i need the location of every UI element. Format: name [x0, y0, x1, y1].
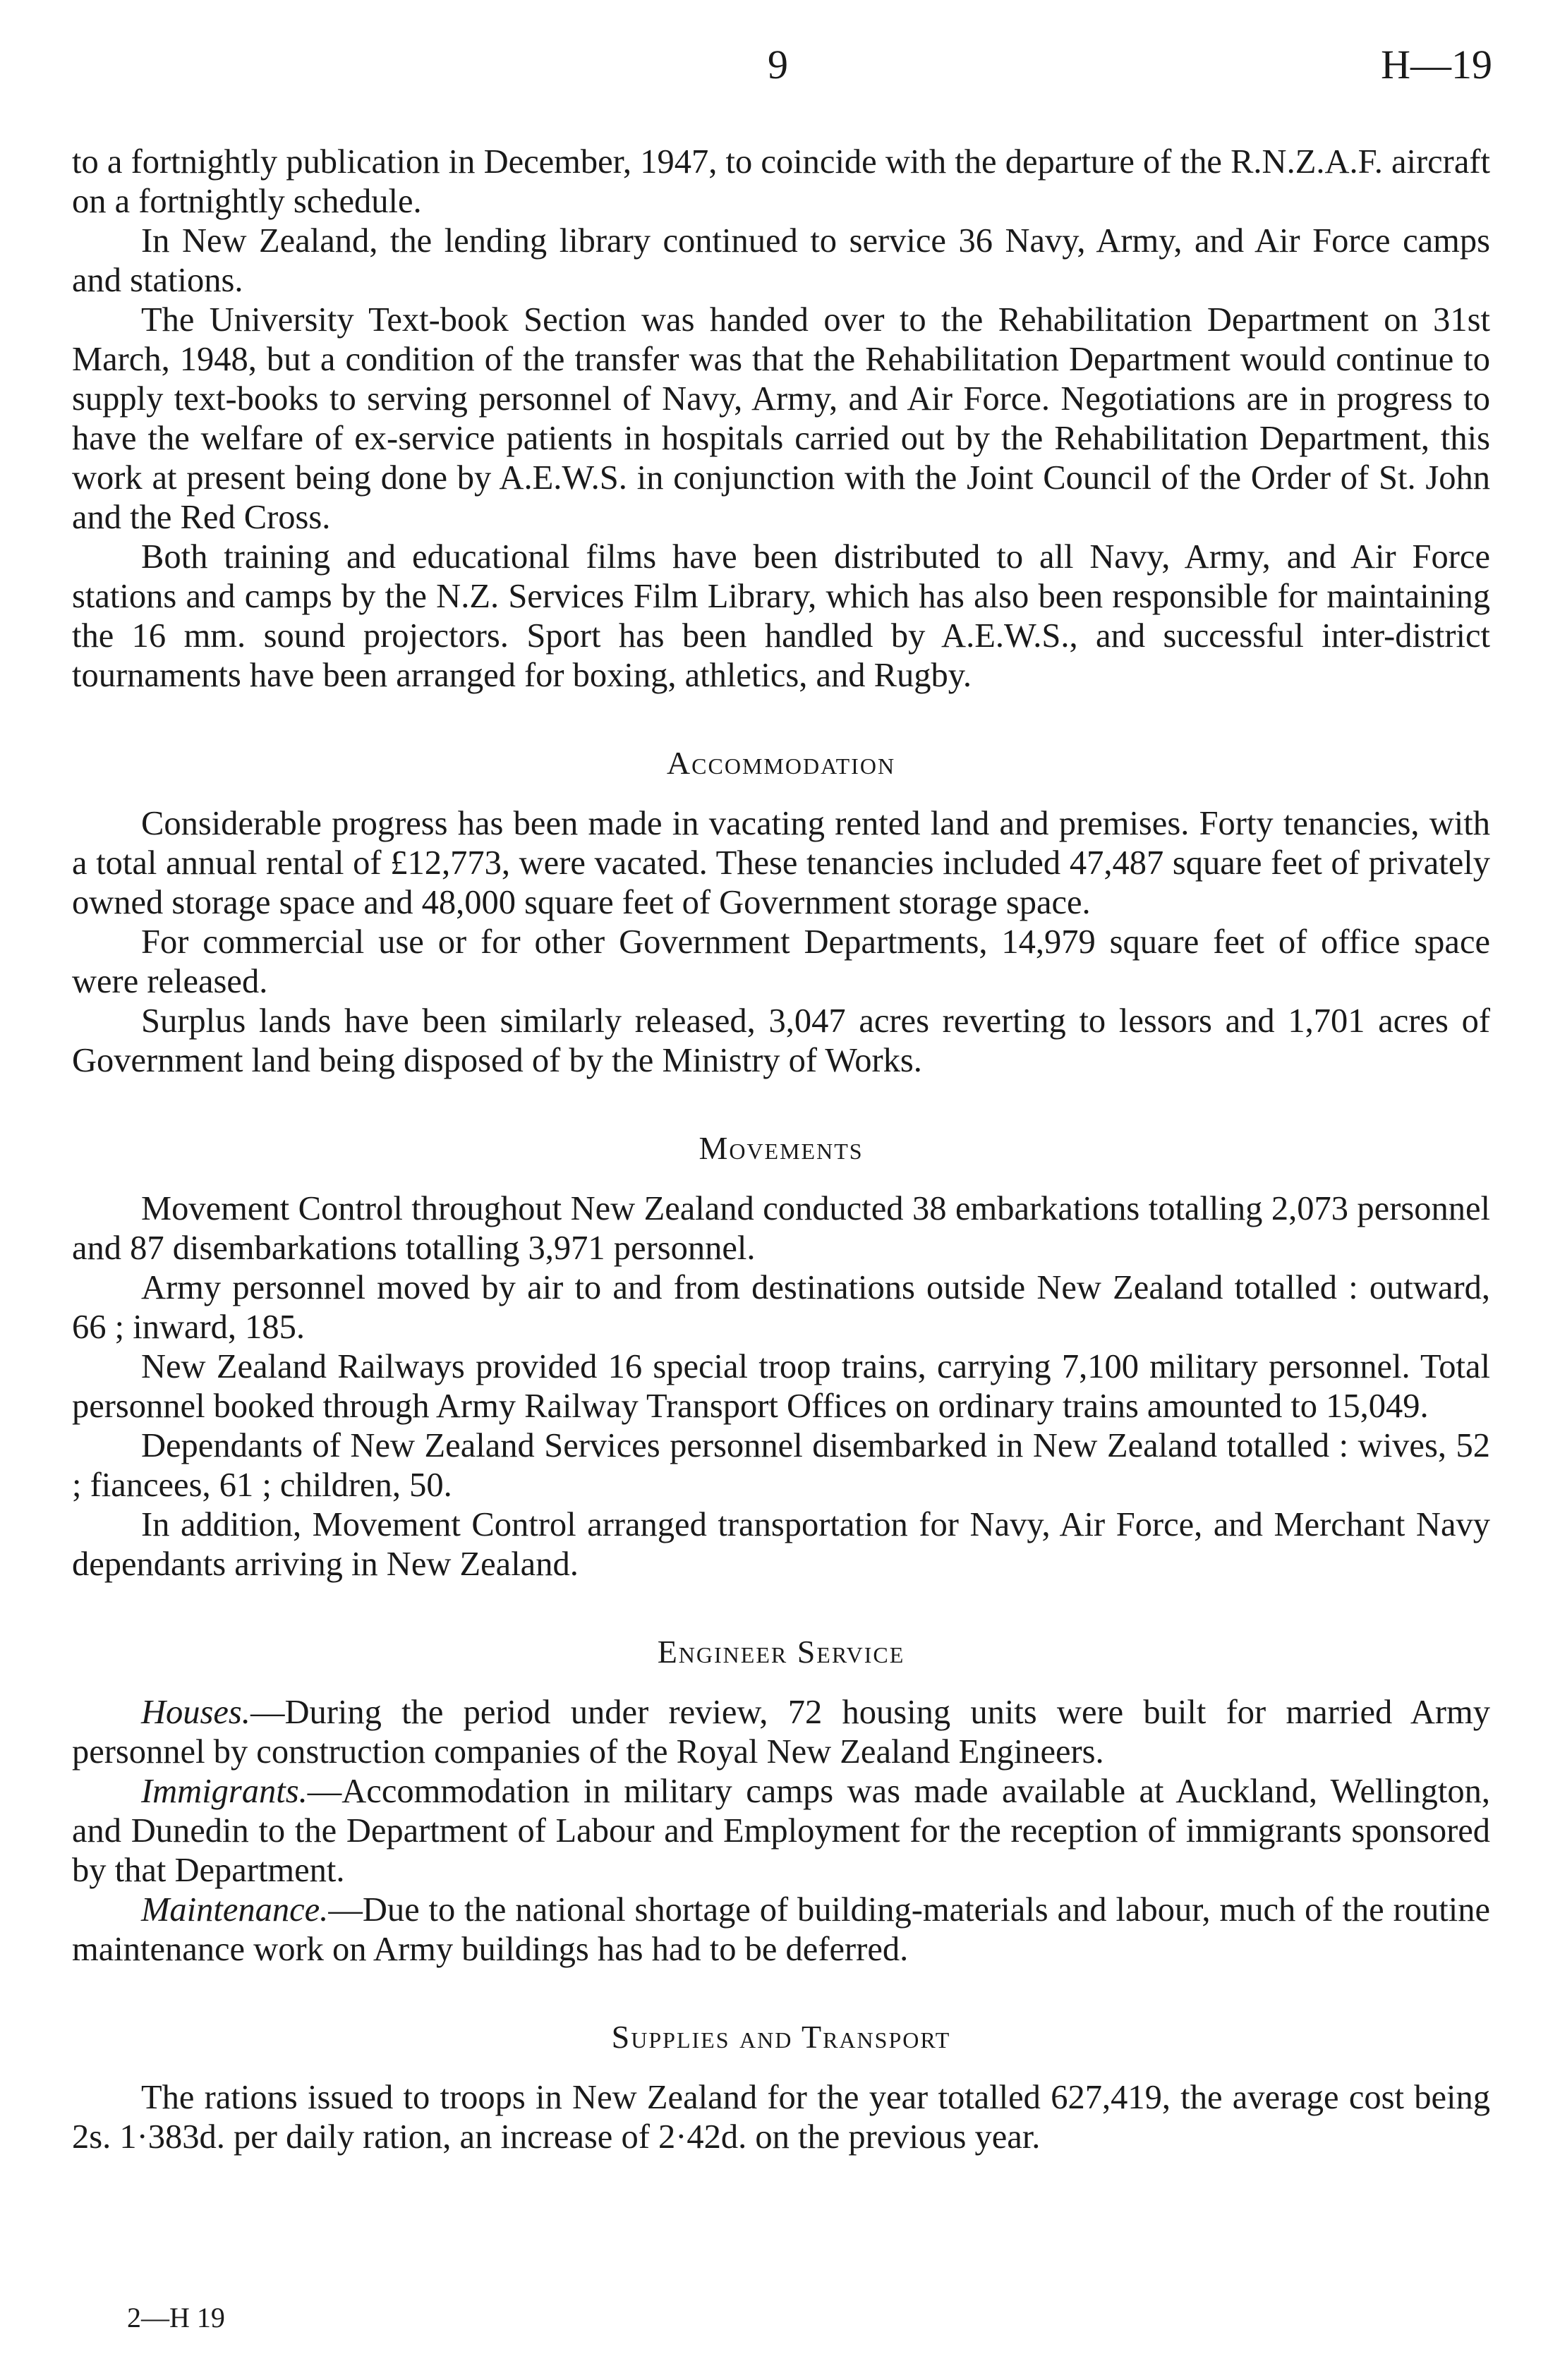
intro-paragraph-1: to a fortnightly publication in December, 1947, to coincide with the departure of the R.N.Z.A.F. aircraft on a fortnightly schedule.	[72, 143, 1490, 220]
section-heading-movements: Movements	[699, 1130, 864, 1166]
page-number: 9	[768, 42, 788, 87]
page-header	[0, 41, 1560, 104]
page-body	[72, 142, 1490, 2157]
intro-paragraph-3: The University Text-book Section was handed over to the Rehabilitation Department on 31st March, 1948, but a condition of the transfer was that the Rehabilitation Department would continue to supply text-books to serving personnel of Navy, Army, and Air Force. Negotiations are in progress to have the welfare of ex-service patients in hospitals carried out by the Rehabilitation Department, this work at present being done by A.E.W.S. in conjunction with the Joint Council of the Order of St. John and the Red Cross.	[72, 301, 1490, 536]
immigrants-run-in-label: Immigrants.	[141, 1773, 308, 1810]
section-heading-accommodation: Accommodation	[666, 745, 896, 781]
section-heading-engineer-service: Engineer Service	[657, 1634, 905, 1670]
engineer-maintenance-paragraph	[72, 1890, 1490, 1969]
engineer-houses-paragraph	[72, 1693, 1490, 1772]
movements-paragraph-4: Dependants of New Zealand Services personnel disembarked in New Zealand totalled : wives, 52 ; fiancees, 61 ; children, 50.	[72, 1427, 1490, 1504]
maintenance-text: —Due to the national shortage of building-materials and labour, much of the routine maintenance work on Army buildings has had to be deferred.	[72, 1891, 1490, 1968]
section-heading-supplies-and-transport: Supplies and Transport	[611, 2019, 951, 2055]
document-code: H—19	[1381, 42, 1492, 87]
accommodation-paragraph-1: Considerable progress has been made in vacating rented land and premises. Forty tenancies, with a total annual rental of £12,773, were vacated. These tenancies included 47,487 square feet of privately owned storage space and 48,000 square feet of Government storage space.	[72, 805, 1490, 921]
movements-paragraph-2: Army personnel moved by air to and from destinations outside New Zealand totalled : outward, 66 ; inward, 185.	[72, 1269, 1490, 1346]
immigrants-text: —Accommodation in military camps was made available at Auckland, Wellington, and Dunedin to the Department of Labour and Employment for the reception of immigrants sponsored by that Department.	[72, 1773, 1490, 1889]
accommodation-paragraph-2: For commercial use or for other Government Departments, 14,979 square feet of office space were released.	[72, 923, 1490, 1000]
movements-paragraph-5: In addition, Movement Control arranged transportation for Navy, Air Force, and Merchant Navy dependants arriving in New Zealand.	[72, 1506, 1490, 1583]
supplies-paragraph-1: The rations issued to troops in New Zealand for the year totalled 627,419, the average cost being 2s. 1·383d. per daily ration, an increase of 2·42d. on the previous year.	[72, 2079, 1490, 2156]
intro-paragraph-2: In New Zealand, the lending library continued to service 36 Navy, Army, and Air Force camps and stations.	[72, 222, 1490, 299]
intro-paragraph-4: Both training and educational films have been distributed to all Navy, Army, and Air Force stations and camps by the N.Z. Services Film Library, which has also been responsible for maintaining the 16 mm. sound projectors. Sport has been handled by A.E.W.S., and successful inter-district tournaments have been arranged for boxing, athletics, and Rugby.	[72, 538, 1490, 694]
page-signature: 2—H 19	[127, 2302, 225, 2333]
engineer-immigrants-paragraph	[72, 1772, 1490, 1890]
maintenance-run-in-label: Maintenance.	[141, 1891, 329, 1929]
houses-run-in-label: Houses.	[141, 1694, 250, 1731]
movements-paragraph-1: Movement Control throughout New Zealand conducted 38 embarkations totalling 2,073 personnel and 87 disembarkations totalling 3,971 personnel.	[72, 1190, 1490, 1267]
movements-paragraph-3: New Zealand Railways provided 16 special troop trains, carrying 7,100 military personnel. Total personnel booked through Army Railway Transport Offices on ordinary trains amounted to 15,049.	[72, 1348, 1490, 1425]
accommodation-paragraph-3: Surplus lands have been similarly released, 3,047 acres reverting to lessors and 1,701 acres of Government land being disposed of by the Ministry of Works.	[72, 1002, 1490, 1079]
houses-text: —During the period under review, 72 housing units were built for married Army personnel by construction companies of the Royal New Zealand Engineers.	[72, 1694, 1490, 1771]
